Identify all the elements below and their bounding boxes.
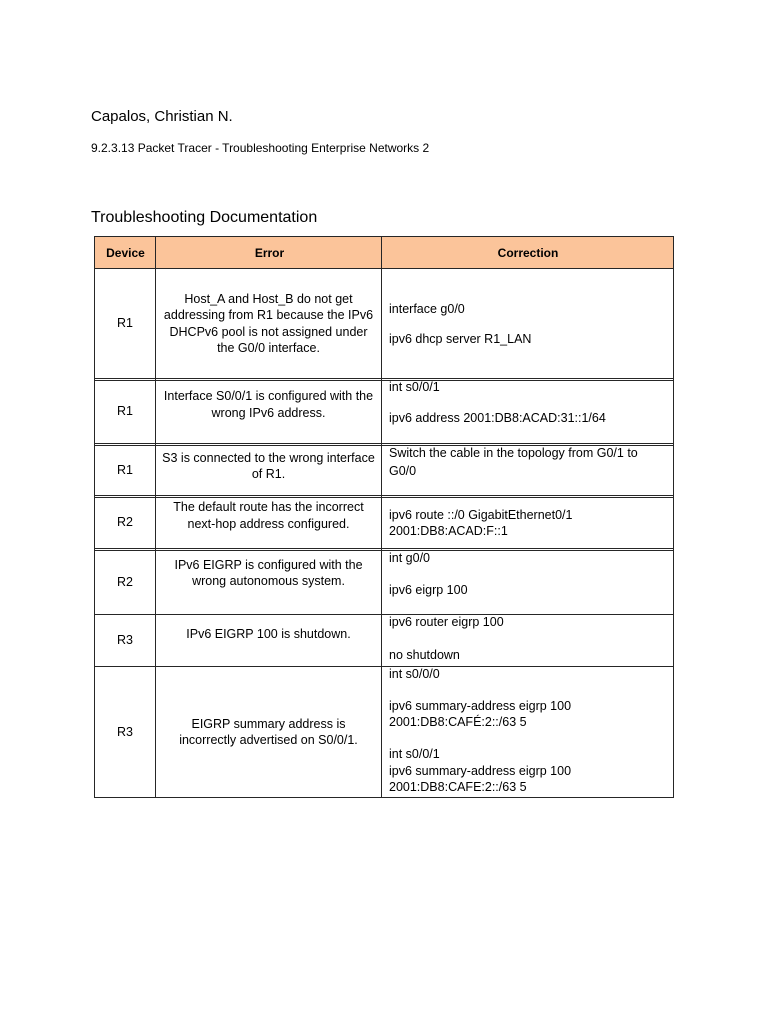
correction-line: int s0/0/1 xyxy=(389,380,440,394)
header-correction: Correction xyxy=(497,245,559,260)
table-row-3-correction xyxy=(382,445,674,495)
correction-line: ipv6 summary-address eigrp 100 xyxy=(389,699,572,713)
table-row-4-error: The default route has the incorrect next-hop address configured. xyxy=(173,500,364,531)
troubleshooting-table xyxy=(94,236,674,798)
correction-line: interface g0/0 xyxy=(389,302,465,316)
table-row-7-correction xyxy=(382,667,674,797)
table-row-6-device: R3 xyxy=(117,632,133,647)
correction-line: ipv6 summary-address eigrp 100 xyxy=(389,764,572,778)
correction-line: ipv6 eigrp 100 xyxy=(389,583,468,597)
correction-line: ipv6 address 2001:DB8:ACAD:31::1/64 xyxy=(389,411,606,425)
table-row-5-device: R2 xyxy=(117,574,133,589)
table-row-7-device: R3 xyxy=(117,724,133,739)
table-row-3-error: S3 is connected to the wrong interface of R1. xyxy=(162,450,375,481)
table-row-5-error: IPv6 EIGRP is configured with the wrong autonomous system. xyxy=(174,557,363,588)
table-row-2-correction xyxy=(382,380,674,443)
table-row-6-correction xyxy=(382,614,674,666)
correction-line: 2001:DB8:ACAD:F::1 xyxy=(389,524,508,538)
correction-line: Switch the cable in the topology from G0/1 to xyxy=(389,446,638,460)
table-row-7-error: EIGRP summary address is incorrectly advertised on S0/0/1. xyxy=(179,716,358,747)
correction-line: int s0/0/0 xyxy=(389,667,440,681)
table-row-1-error: Host_A and Host_B do not get addressing from R1 because the IPv6 DHCPv6 pool is not assigned under the G0/0 interface. xyxy=(163,291,374,355)
header-error: Error xyxy=(254,245,285,260)
table-header-row xyxy=(94,236,674,269)
correction-line: ipv6 router eigrp 100 xyxy=(389,615,504,629)
section-heading: Troubleshooting Documentation xyxy=(91,209,318,226)
table-row-1-correction xyxy=(382,269,674,378)
correction-line: G0/0 xyxy=(389,464,417,478)
correction-line: 2001:DB8:CAFÉ:2::/63 5 xyxy=(389,715,527,729)
table-row-1-device: R1 xyxy=(117,316,133,331)
row-separator xyxy=(94,548,674,549)
correction-line: no shutdown xyxy=(389,648,460,662)
row-separator xyxy=(94,495,674,496)
author-name: Capalos, Christian N. xyxy=(91,108,233,125)
row-separator xyxy=(94,443,674,444)
table-row-2-device: R1 xyxy=(117,404,133,419)
table-row-5-correction xyxy=(382,550,674,614)
table-row-2-error: Interface S0/0/1 is configured with the wrong IPv6 address. xyxy=(163,389,374,420)
correction-line: ipv6 dhcp server R1_LAN xyxy=(389,332,532,346)
table-row-4-correction xyxy=(382,497,674,548)
correction-line: int s0/0/1 xyxy=(389,747,440,761)
table-row-3-device: R1 xyxy=(117,462,133,477)
table-row-4-device: R2 xyxy=(117,515,133,530)
table-border-bottom xyxy=(94,797,674,798)
correction-line: int g0/0 xyxy=(389,551,431,565)
header-device: Device xyxy=(106,245,145,260)
assignment-subtitle: 9.2.3.13 Packet Tracer - Troubleshooting Enterprise Networks 2 xyxy=(91,141,430,155)
correction-line: ipv6 route ::/0 GigabitEthernet0/1 xyxy=(389,508,573,522)
correction-line: 2001:DB8:CAFE:2::/63 5 xyxy=(389,780,527,794)
table-row-6-error: IPv6 EIGRP 100 is shutdown. xyxy=(186,626,351,641)
